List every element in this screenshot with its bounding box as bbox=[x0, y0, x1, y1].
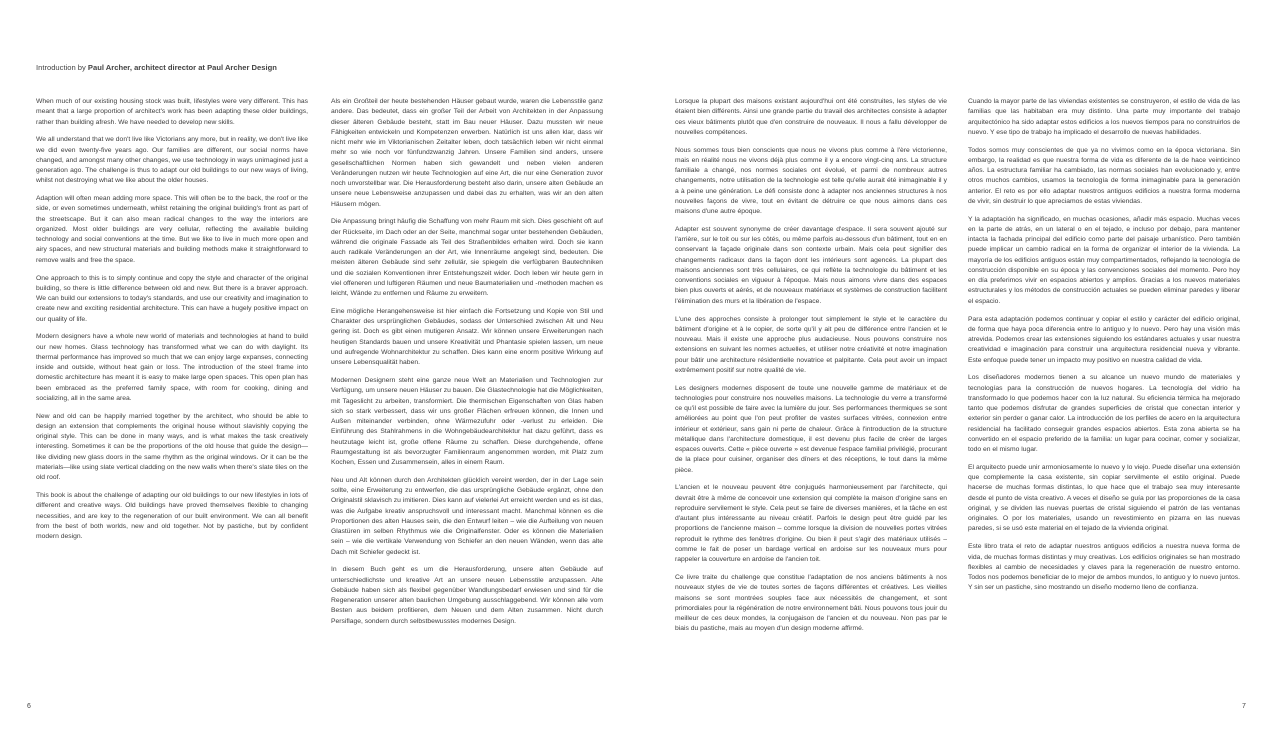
paragraph: El arquitecto puede unir armoniosamente lo nuevo y lo viejo. Puede diseñar una extensión que complemente la casa existente, sin copiar servilmente el estilo original. Puede hacerse de muchas formas distintas, lo que hace que el trabajo sea muy interesante desde el punto de vista creativo. A veces el diseño se guía por las proporciones de la casa original, y se dividen las nuevas puertas de cristal siguiendo el patrón de las ventanas originales. O por los materiales, usando un revestimiento en pizarra en las nuevas paredes, si se usó este material en el tejado de la vivienda original. bbox=[968, 463, 1240, 533]
text-column-english bbox=[36, 97, 308, 550]
paragraph: Die Anpassung bringt häufig die Schaffung von mehr Raum mit sich. Dies geschieht oft auf der Rückseite, im Dach oder an der Seite, manchmal sogar unter bestehenden Gebäuden, während die originale Fassade als Teil des Straßenbildes erhalten wird. Doch sie kann auch radikale Veränderungen an der Art, wie Innenräume angelegt sind, bedeuten. Die meisten älteren Gebäude sind sehr zellulär, sie spiegeln die verfügbaren Bautechniken und die sozialen Konventionen ihrer Entstehungszeit wider. Doch leben wir heute gern in viel offeneren und luftigeren Räumen und neue Baumaterialien und -methoden machen es leicht, Wände zu entfernen und Räume zu erweitern. bbox=[331, 218, 603, 298]
text-column-french bbox=[675, 97, 947, 642]
paragraph: Este libro trata el reto de adaptar nuestros antiguos edificios a nuestra nueva forma de vida, de muchas formas distintas y muy creativas. Los edificios originales se han mostrado flexibles al cambio de necesidades y claves para la regeneración de nuestro entorno. Todos nos podemos beneficiar de lo mejor de ambos mundos, lo antiguo y lo nuevo juntos. Y sin ser un pastiche, sino mostrando un diseño moderno lleno de confianza. bbox=[968, 543, 1240, 592]
paragraph: Todos somos muy conscientes de que ya no vivimos como en la época victoriana. Sin embargo, la realidad es que nuestra forma de vida es diferente de la de hace veinticinco años. La estructura familiar ha cambiado, las normas sociales han evolucionado y, entre otros muchos cambios, usamos la tecnología de forma inimaginable para la generación anterior. El reto es por ello adaptar nuestros antiguos edificios a nuestra forma moderna de vivir, sin destruir lo que apreciamos de estas viviendas. bbox=[968, 146, 1240, 205]
paragraph: Als ein Großteil der heute bestehenden Häuser gebaut wurde, waren die Lebensstile ganz andere. Das bedeutet, dass ein großer Teil der Arbeit von Architekten in der Anpassung dieser älteren Gebäude besteht, statt im Bau neuer Häuser. Dazu mussten wir neue Fähigkeiten entwickeln und Kompetenzen erwerben. Natürlich ist uns allen klar, dass wir nicht mehr wie im Viktorianischen Zeitalter leben, doch tatsächlich leben wir nicht einmal mehr so wie noch vor fünfundzwanzig Jahren. Unsere Familien sind anders, unsere gesellschaftlichen Normen haben sich gewandelt und neben vielen anderen Veränderungen nutzen wir heute Technologien auf eine Art, die nur eine Generation zuvor noch unvorstellbar war. Die Herausforderung besteht also darin, unsere alten Gebäude an unsere neue Lebensweise anzupassen und dabei das zu erhalten, was wir an den alten Häusern mögen. bbox=[331, 98, 603, 208]
paragraph: Los diseñadores modernos tienen a su alcance un nuevo mundo de materiales y tecnologías para la construcción de nuevos hogares. La tecnología del vidrio ha transformado lo que podemos hacer con la luz natural. Su eficiencia térmica ha mejorado tanto que podemos disfrutar de grandes superficies de cristal que conectan interior y exterior sin perder o ganar calor. La introducción de los perfiles de acero en la arquitectura residencial ha facilitado conseguir grandes espacios abiertos. Esta zona abierta se ha convertido en el espacio preferido de la familia: un lugar para cocinar, comer y socializar, todo en el mismo lugar. bbox=[968, 374, 1240, 454]
paragraph: New and old can be happily married together by the architect, who should be able to design an extension that complements the original house without slavishly copying the original style. This can be done in many ways, and is what makes the task creatively interesting. Sometimes it can be the proportions of the old house that guide the design—like dividing new glass doors in the same rhythm as the original windows. Or it can be the materials—like using slate vertical cladding on the new walls when there's slate tiles on the old roof. bbox=[36, 412, 308, 482]
paragraph: Cuando la mayor parte de las viviendas existentes se construyeron, el estilo de vida de las familias que las habitaban era muy distinto. Una parte muy importante del trabajo arquitectónico ha sido adaptar estos edificios a los nuevos tiempos para no construirlos de nuevo. Y ese tipo de trabajo ha implicado el desarrollo de nuevas habilidades. bbox=[968, 98, 1240, 136]
paragraph: Lorsque la plupart des maisons existant aujourd'hui ont été construites, les styles de vie étaient bien différents. Ainsi une grande partie du travail des architectes consiste à adapter ces vieux bâtiments plutôt que d'en construire de nouveaux. Il nous a fallu développer de nouvelles compétences. bbox=[675, 98, 947, 136]
page-number-left: 6 bbox=[27, 703, 31, 710]
paragraph: L'ancien et le nouveau peuvent être conjugués harmonieusement par l'architecte, qui devrait être à même de concevoir une extension qui complète la maison d'origine sans en reproduire servilement le style. Cela peut se faire de diverses manières, et la tâche en est d'autant plus intéressante au niveau créatif. Parfois le design peut être guidé par les proportions de l'ancienne maison – comme lorsque la division de nouvelles portes vitrées reproduit le rythme des fenêtres d'origine. Ou bien il peut s'agir des matériaux utilisés – comme le fait de poser un bardage vertical en ardoise sur les nouveaux murs pour rappeler la couverture en ardoise de l'ancien toit. bbox=[675, 484, 947, 564]
header-prefix: Introduction by bbox=[36, 63, 88, 72]
text-column-german bbox=[331, 97, 603, 635]
paragraph: In diesem Buch geht es um die Herausforderung, unsere alten Gebäude auf unterschiedlichste und kreative Art an unsere neuen Lebensstile anzupassen. Alte Gebäude haben sich als flexibel gegenüber Wandlungsbedarf erwiesen und sind für die Regeneration unserer alten baulichen Umgebung ausschlaggebend. Wir können alle vom Besten aus beidem profitieren, dem Neuen und dem Alten zusammen. Nicht durch Persiflage, sondern durch selbstbewusstes modernes Design. bbox=[331, 566, 603, 625]
text-column-spanish bbox=[968, 97, 1240, 601]
paragraph: Modernen Designern steht eine ganze neue Welt an Materialien und Technologien zur Verfügung, um unsere neuen Häuser zu bauen. Die Glastechnologie hat die Möglichkeiten, mit Tageslicht zu arbeiten, transformiert. Die thermischen Eigenschaften von Glas haben sich so stark verbessert, dass wir uns großer Flächen erfreuen können, die Innen und Außen miteinander verbinden, ohne Wärmezufuhr oder -verlust zu erleiden. Die Einführung des Stahlrahmens in die Wohngebäudearchitektur hat dazu geführt, dass es heutzutage leicht ist, große offene Räume zu schaffen. Diese durchgehende, offene Raumgestaltung ist als bevorzugter Familienraum angenommen worden, mit Platz zum Kochen, Essen und Zusammensein, alles in einem Raum. bbox=[331, 377, 603, 467]
paragraph: Y la adaptación ha significado, en muchas ocasiones, añadir más espacio. Muchas veces en la parte de atrás, en un lateral o en el tejado, e incluso por debajo, para mantener intacta la fachada principal del edificio como parte del paisaje urbanístico. Pero también puede implicar un cambio radical en la forma de organizar el interior de la vivienda. La mayoría de los edificios antiguos están muy compartimentados, reflejando la tecnología de construcción disponible en su época y las convenciones sociales del momento. Pero hoy en día preferimos vivir en espacios abiertos y amplios. Gracias a los nuevos materiales estructurales y los métodos de construcción actuales se pueden eliminar paredes y liberar el espacio. bbox=[968, 215, 1240, 305]
paragraph: Nous sommes tous bien conscients que nous ne vivons plus comme à l'ère victorienne, mais en réalité nous ne vivons déjà plus comme il y a encore vingt-cinq ans. La structure familiale a changé, nos normes sociales ont évolué, et parmi de nombreux autres changements, notre utilisation de la technologie est telle qu'elle aurait été inimaginable il y a à peine une génération. Le défi consiste donc à adapter nos anciennes structures à nos nouvelles façons de vivre, tout en évitant de détruire ce que nous aimons dans ces maisons d'une autre époque. bbox=[675, 146, 947, 216]
paragraph: L'une des approches consiste à prolonger tout simplement le style et le caractère du bâtiment d'origine et à le copier, de sorte qu'il y ait peu de différence entre l'ancien et le nouveau. Mais il existe une approche plus audacieuse. Nous pouvons construire nos extensions en suivant les normes actuelles, et utiliser notre créativité et notre imagination pour bâtir une architecture résidentielle novatrice et palpitante. Cela peut avoir un impact extrêmement positif sur notre qualité de vie. bbox=[675, 315, 947, 374]
paragraph: Ce livre traite du challenge que constitue l'adaptation de nos anciens bâtiments à nos nouveaux styles de vie de toutes sortes de façons différentes et créatives. Les vieilles maisons se sont montrées souples face aux nécessités de changement, et sont primordiales pour la régénération de notre environnement bâti. Nous pouvons tous jouir du meilleur de ces deux mondes, la conjugaison de l'ancien et du nouveau. Non pas par le biais du pastiche, mais au moyen d'un design moderne affirmé. bbox=[675, 574, 947, 633]
header-author: Paul Archer, architect director at Paul Archer Design bbox=[87, 63, 277, 72]
paragraph: When much of our existing housing stock was built, lifestyles were very different. This has meant that a large proportion of architect's work has been adapting these older buildings, rather than building afresh. We have needed to develop new skills. bbox=[36, 98, 308, 126]
paragraph: We all understand that we don't live like Victorians any more, but in reality, we don't live like we did even twenty-five years ago. Our families are different, our social norms have changed, and amongst many other changes, we use technology in ways unimagined just a generation ago. The challenge is thus to adapt our old buildings to our new ways of living, whilst not destroying what we like about the older houses. bbox=[36, 136, 308, 185]
page-header bbox=[36, 63, 277, 72]
paragraph: Para esta adaptación podemos continuar y copiar el estilo y carácter del edificio original, de forma que haya poca diferencia entre lo antiguo y lo nuevo. Pero hay una visión más atrevida. Podemos crear las extensiones siguiendo los estándares actuales y usar nuestra creatividad e imaginación para construir una arquitectura residencial nueva y vibrante. Este enfoque puede tener un impacto muy positivo en nuestra calidad de vida. bbox=[968, 315, 1240, 364]
paragraph: One approach to this is to simply continue and copy the style and character of the original building, so there is little difference between old and new. But there is a braver approach. We can build our extensions to today's standards, and use our creativity and imagination to create new and exciting residential architecture. This can have a hugely positive impact on our quality of life. bbox=[36, 274, 308, 323]
paragraph: Modern designers have a whole new world of materials and technologies at hand to build our new homes. Glass technology has transformed what we can do with daylight. Its thermal performance has improved so much that we can enjoy large expanses, connecting inside and outside, without heat gain or loss. The introduction of the steel frame into domestic architecture has meant it is easy to make large open spaces. This open plan has been embraced as the preferred family space, with room for cooking, dining and socializing, all in the same area. bbox=[36, 333, 308, 402]
paragraph: Adaption will often mean adding more space. This will often be to the back, the roof or the side, or even sometimes underneath, whilst retaining the original building's front as part of the streetscape. But it can also mean radical changes to the way the interiors are organized. Most older buildings are very cellular, reflecting the available building technology and social conventions at the time. But we like to live in much more open and airy spaces, and new structural materials and building methods make it straightforward to remove walls and free the space. bbox=[36, 195, 308, 264]
paragraph: Les designers modernes disposent de toute une nouvelle gamme de matériaux et de technologies pour construire nos nouvelles maisons. La technologie du verre a transformé ce qu'il est possible de faire avec la lumière du jour. Ses performances thermiques se sont améliorées au point que l'on peut profiter de vastes surfaces vitrées, connexion entre intérieur et extérieur, sans gain ni perte de chaleur. Grâce à l'introduction de la structure métallique dans l'architecture domestique, il est devenu plus facile de créer de larges espaces ouverts. Cette « pièce ouverte » est devenue l'espace familial privilégié, procurant de la place pour cuisiner, organiser des dîners et des réceptions, le tout dans la même pièce. bbox=[675, 384, 947, 474]
paragraph: Neu und Alt können durch den Architekten glücklich vereint werden, der in der Lage sein sollte, eine Erweiterung zu entwerfen, die das ursprüngliche Gebäude ergänzt, ohne den Originalstil sklavisch zu imitieren. Dies kann auf vielerlei Art erreicht werden und es ist das, was die Aufgabe kreativ anspruchsvoll und interessant macht. Manchmal können es die Proportionen des alten Hauses sein, die den Entwurf leiten – wie die Aufteilung von neuen Glastüren im selben Rhythmus wie die Originalfenster. Oder es können die Materialien sein – wie die vertikale Verwendung von Schiefer an den neuen Wänden, wenn das alte Dach mit Schiefer gedeckt ist. bbox=[331, 476, 603, 556]
paragraph: Adapter est souvent synonyme de créer davantage d'espace. Il sera souvent ajouté sur l'arrière, sur le toit ou sur les côtés, ou même parfois au-dessous d'un bâtiment, tout en en conservant la façade originale dans son contexte urbain. Mais cela peut signifier des changements radicaux dans la façon dont les intérieurs sont agencés. La plupart des maisons anciennes sont très cellulaires, ce qui reflète la technologie du bâtiment et les conventions sociales en vigueur à l'époque. Mais nous aimons vivre dans des espaces bien plus ouverts et aérés, et de nouveaux matériaux et systèmes de construction facilitent l'élimination des murs et la libération de l'espace. bbox=[675, 225, 947, 305]
paragraph: This book is about the challenge of adapting our old buildings to our new lifestyles in lots of different and creative ways. Old buildings have proved themselves flexible to changing necessities, and are key to the regeneration of our built environment. We can all benefit from the best of both worlds, new and old together. Not by pastiche, but by confident modern design. bbox=[36, 492, 308, 541]
paragraph: Eine mögliche Herangehensweise ist hier einfach die Fortsetzung und Kopie von Stil und Charakter des ursprünglichen Gebäudes, sodass der Unterschied zwischen Alt und Neu gering ist. Doch es gibt einen mutigeren Ansatz. Wir können unsere Erweiterungen nach heutigen Standards bauen und unsere Kreativität und Phantasie spielen lassen, um neue und aufregende Wohnarchitektur zu schaffen. Dies kann eine enorm positive Wirkung auf unsere Lebensqualität haben. bbox=[331, 307, 603, 367]
page-number-right: 7 bbox=[1242, 703, 1246, 710]
